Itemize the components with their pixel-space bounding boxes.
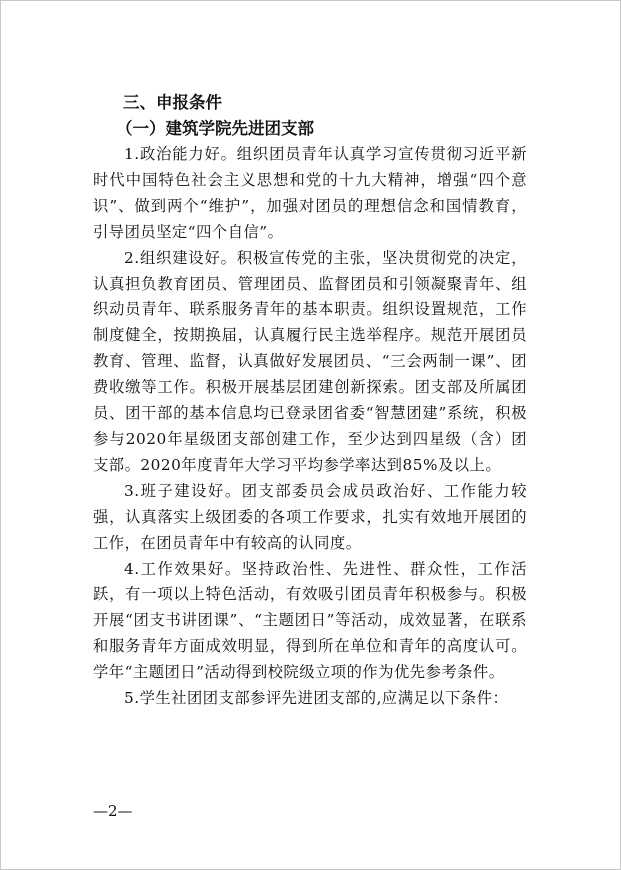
paragraph-work-effect: 4.工作效果好。坚持政治性、先进性、群众性，工作活跃，有一项以上特色活动，有效吸引团员青年积极参与。积极开展“团支书讲团课”、“主题团日”等活动，成效显著，在联系和服务青年方面成效明显，得到所在单位和青年的高度认可。学年“主题团日”活动得到校院级立项的作为优先参考条件。: [93, 559, 527, 682]
sub-heading: （一）建筑学院先进团支部: [116, 119, 314, 138]
section-heading: 三、申报条件: [123, 93, 222, 112]
paragraph-student-club: 5.学生社团团支部参评先进团支部的,应满足以下条件：: [124, 689, 509, 708]
page-number: —2—: [93, 802, 133, 820]
paragraph-political-ability: 1.政治能力好。组织团员青年认真学习宣传贯彻习近平新时代中国特色社会主义思想和党的十九大精神，增强“四个意识”、做到两个“维护”，加强对团员的理想信念和国情教育，引导团员坚定“四个自信”。: [93, 145, 527, 241]
document-body: [93, 90, 527, 712]
paragraph-organization-building: 2.组织建设好。积极宣传党的主张，坚决贯彻党的决定，认真担负教育团员、管理团员、监督团员和引领凝聚青年、组织动员青年、联系服务青年的基本职责。组织设置规范，工作制度健全，按期换届，认真履行民主选举程序。规范开展团员教育、管理、监督，认真做好发展团员、“三会两制一课”、团费收缴等工作。积极开展基层团建创新探索。团支部及所属团员、团干部的基本信息均已登录团省委“智慧团建”系统，积极参与2020年星级团支部创建工作，至少达到四星级（含）团支部。2020年度青年大学习平均参学率达到85%及以上。: [93, 248, 527, 474]
paragraph-team-building: 3.班子建设好。团支部委员会成员政治好、工作能力较强，认真落实上级团委的各项工作要求，扎实有效地开展团的工作，在团员青年中有较高的认同度。: [93, 481, 527, 552]
